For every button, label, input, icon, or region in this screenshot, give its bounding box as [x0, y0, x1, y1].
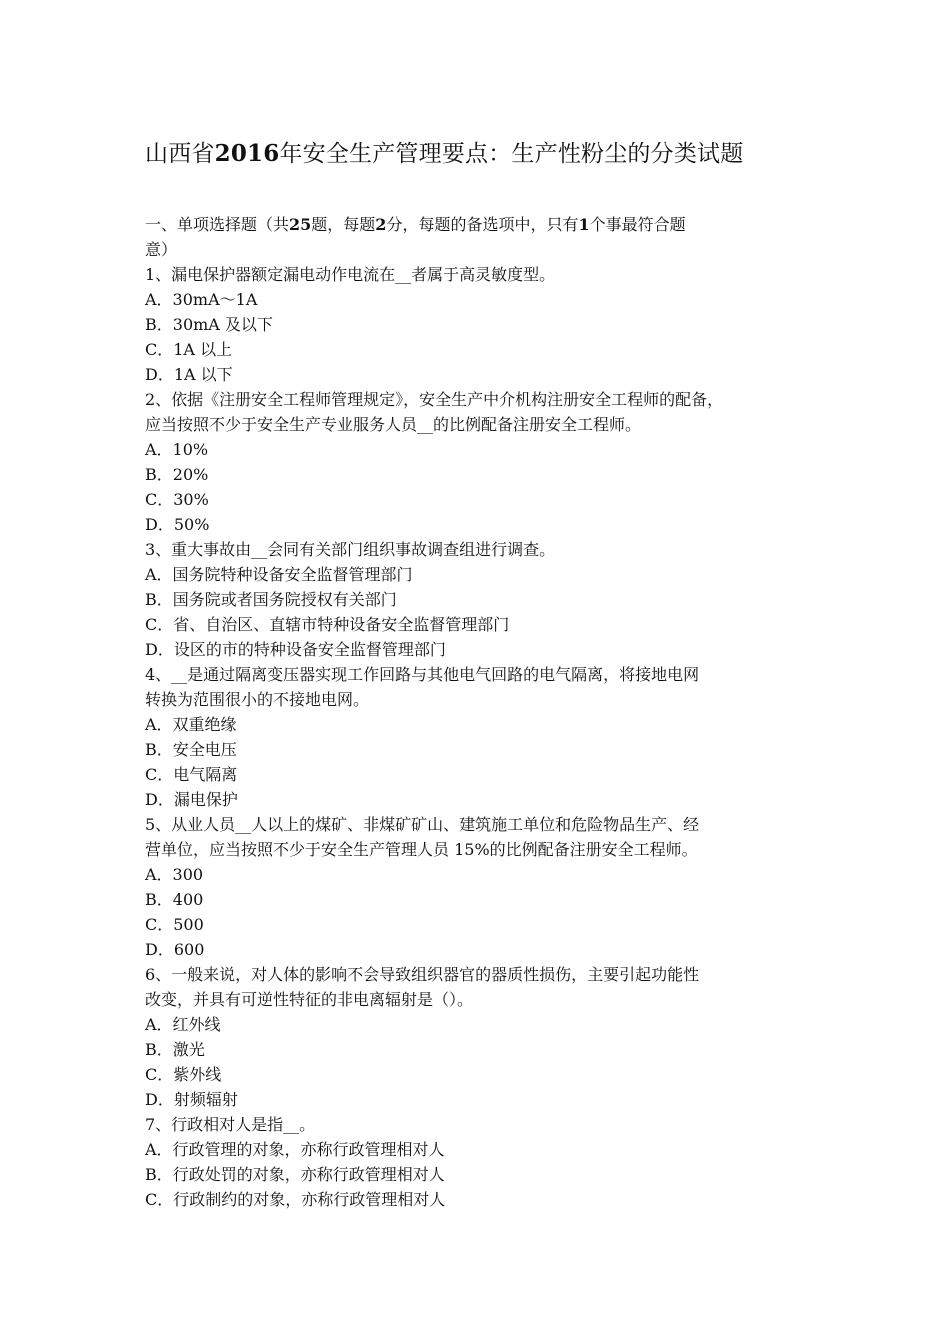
section-mid1: 题，每题 — [311, 215, 376, 234]
question-list — [145, 262, 810, 1212]
question-text: 应当按照不少于安全生产专业服务人员__的比例配备注册安全工程师。 — [145, 415, 642, 434]
question-text: 转换为范围很小的不接地电网。 — [145, 690, 370, 709]
answer-option: D．1A 以下 — [145, 365, 233, 384]
answer-option: B．激光 — [145, 1040, 205, 1059]
question-block — [145, 812, 810, 962]
answer-option: C．500 — [145, 915, 204, 934]
question-text: 6、一般来说，对人体的影响不会导致组织器官的器质性损伤，主要引起功能性 — [145, 965, 700, 984]
section-heading-line2: 意） — [145, 240, 178, 259]
answer-option: A．10% — [145, 440, 209, 459]
answer-option: D．设区的市的特种设备安全监督管理部门 — [145, 640, 446, 659]
question-block — [145, 537, 810, 662]
answer-option: C．省、自治区、直辖市特种设备安全监督管理部门 — [145, 615, 510, 634]
page-title — [145, 138, 815, 170]
answer-option: A．300 — [145, 865, 204, 884]
answer-option: D．射频辐射 — [145, 1090, 238, 1109]
question-text: 3、重大事故由__会同有关部门组织事故调查组进行调查。 — [145, 540, 556, 559]
answer-option: B．30mA 及以下 — [145, 315, 273, 334]
question-text: 营单位，应当按照不少于安全生产管理人员 15%的比例配备注册安全工程师。 — [145, 840, 698, 859]
answer-option: D．50% — [145, 515, 210, 534]
answer-option: C．紫外线 — [145, 1065, 222, 1084]
question-text: 1、漏电保护器额定漏电动作电流在__者属于高灵敏度型。 — [145, 265, 556, 284]
answer-option: A．国务院特种设备安全监督管理部门 — [145, 565, 413, 584]
section-prefix: 一、单项选择题（共 — [145, 215, 290, 234]
title-year: 2016 — [214, 140, 280, 167]
answer-option: D．600 — [145, 940, 205, 959]
answer-option: C．行政制约的对象，亦称行政管理相对人 — [145, 1190, 446, 1209]
answer-option: B．20% — [145, 465, 209, 484]
answer-option: A．行政管理的对象，亦称行政管理相对人 — [145, 1140, 445, 1159]
question-text: 改变，并具有可逆性特征的非电离辐射是（）。 — [145, 990, 474, 1009]
question-block — [145, 662, 810, 812]
answer-option: C．1A 以上 — [145, 340, 233, 359]
section-mid2: 分，每题的备选项中，只有 — [386, 215, 579, 234]
answer-option: B．400 — [145, 890, 204, 909]
answer-option: A．红外线 — [145, 1015, 221, 1034]
title-part2: 年安全生产管理要点：生产性粉尘的分类试题 — [279, 141, 744, 167]
answer-option: A．30mA～1A — [145, 290, 258, 309]
question-block — [145, 1112, 810, 1212]
question-text: 7、行政相对人是指__。 — [145, 1115, 316, 1134]
section-one: 1 — [578, 215, 590, 234]
answer-option: D．漏电保护 — [145, 790, 238, 809]
answer-option: C．30% — [145, 490, 209, 509]
question-text: 2、依据《注册安全工程师管理规定》，安全生产中介机构注册安全工程师的配备， — [145, 390, 724, 409]
question-block — [145, 262, 810, 387]
answer-option: B．行政处罚的对象，亦称行政管理相对人 — [145, 1165, 445, 1184]
question-content — [145, 212, 810, 1212]
section-heading-line1 — [145, 212, 810, 237]
question-block — [145, 387, 810, 537]
question-text: 5、从业人员__人以上的煤矿、非煤矿矿山、建筑施工单位和危险物品生产、经 — [145, 815, 700, 834]
section-score: 2 — [375, 215, 387, 234]
section-count: 25 — [289, 215, 312, 234]
section-suffix: 个事最符合题 — [589, 215, 686, 234]
title-part1: 山西省 — [145, 141, 215, 167]
answer-option: C．电气隔离 — [145, 765, 238, 784]
answer-option: B．安全电压 — [145, 740, 237, 759]
question-text: 4、__是通过隔离变压器实现工作回路与其他电气回路的电气隔离，将接地电网 — [145, 665, 700, 684]
answer-option: B．国务院或者国务院授权有关部门 — [145, 590, 397, 609]
answer-option: A．双重绝缘 — [145, 715, 237, 734]
question-block — [145, 962, 810, 1112]
